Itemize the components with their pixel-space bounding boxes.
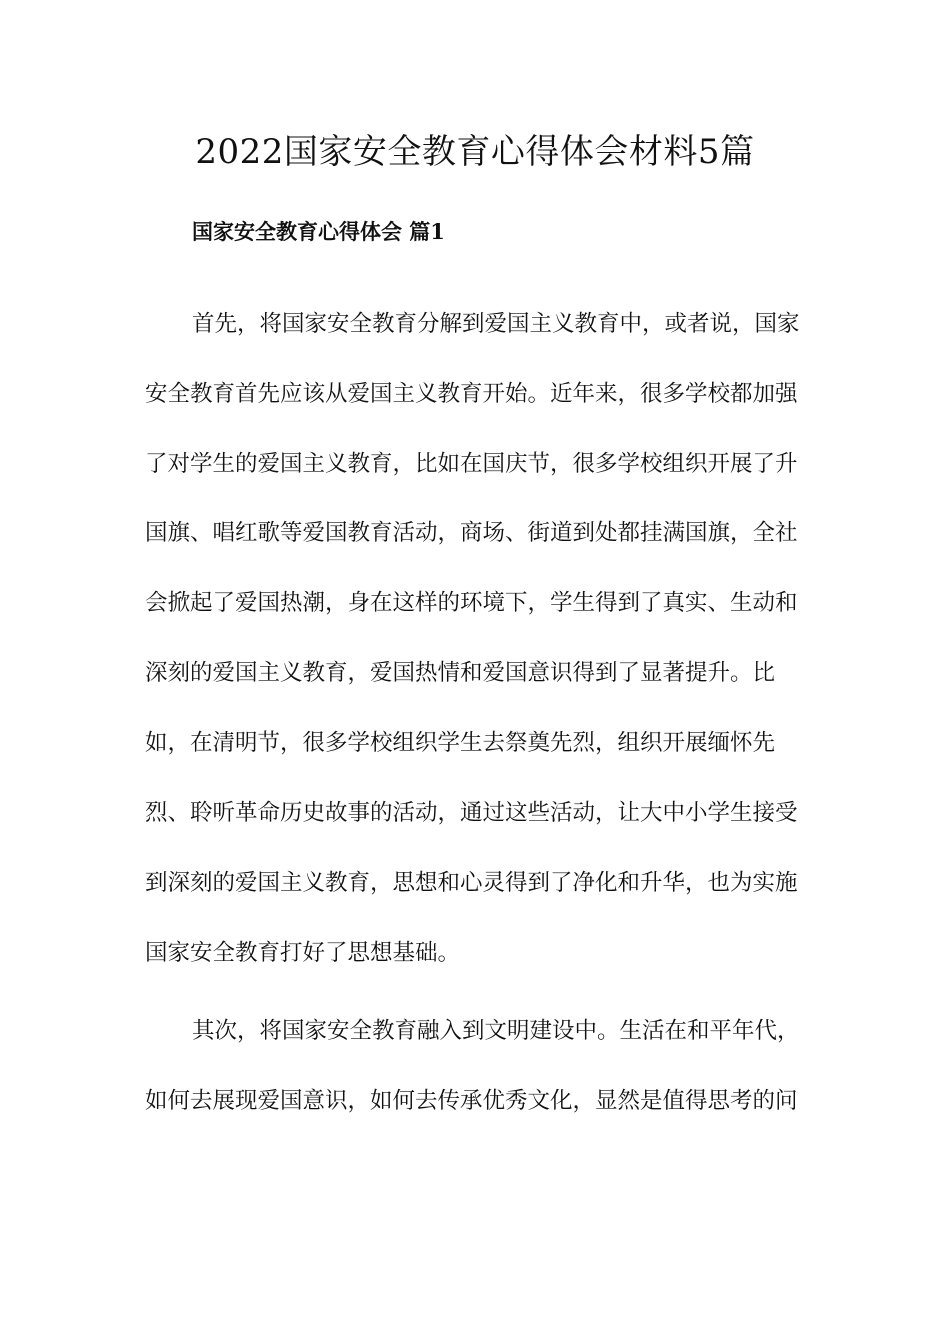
paragraph-line: 到深刻的爱国主义教育，思想和心灵得到了净化和升华，也为实施: [145, 870, 798, 896]
paragraph-line: 深刻的爱国主义教育，爱国热情和爱国意识得到了显著提升。比: [145, 660, 776, 686]
paragraph-line: 安全教育首先应该从爱国主义教育开始。近年来，很多学校都加强: [145, 381, 798, 407]
paragraph-line: 国家安全教育打好了思想基础。: [145, 940, 461, 966]
section-heading: 国家安全教育心得体会 篇1: [192, 219, 445, 244]
paragraph-line: 其次，将国家安全教育融入到文明建设中。生活在和平年代，: [192, 1018, 800, 1044]
paragraph-line: 如何去展现爱国意识，如何去传承优秀文化，显然是值得思考的问: [145, 1088, 798, 1114]
document-title: 2022国家安全教育心得体会材料5篇: [195, 132, 755, 172]
paragraph-line: 首先，将国家安全教育分解到爱国主义教育中，或者说，国家: [192, 311, 800, 337]
paragraph-line: 烈、聆听革命历史故事的活动，通过这些活动，让大中小学生接受: [145, 800, 798, 826]
paragraph-line: 国旗、唱红歌等爱国教育活动，商场、街道到处都挂满国旗，全社: [145, 520, 798, 546]
paragraph-line: 如，在清明节，很多学校组织学生去祭奠先烈，组织开展缅怀先: [145, 730, 776, 756]
paragraph-line: 会掀起了爱国热潮，身在这样的环境下，学生得到了真实、生动和: [145, 590, 798, 616]
paragraph-line: 了对学生的爱国主义教育，比如在国庆节，很多学校组织开展了升: [145, 451, 798, 477]
